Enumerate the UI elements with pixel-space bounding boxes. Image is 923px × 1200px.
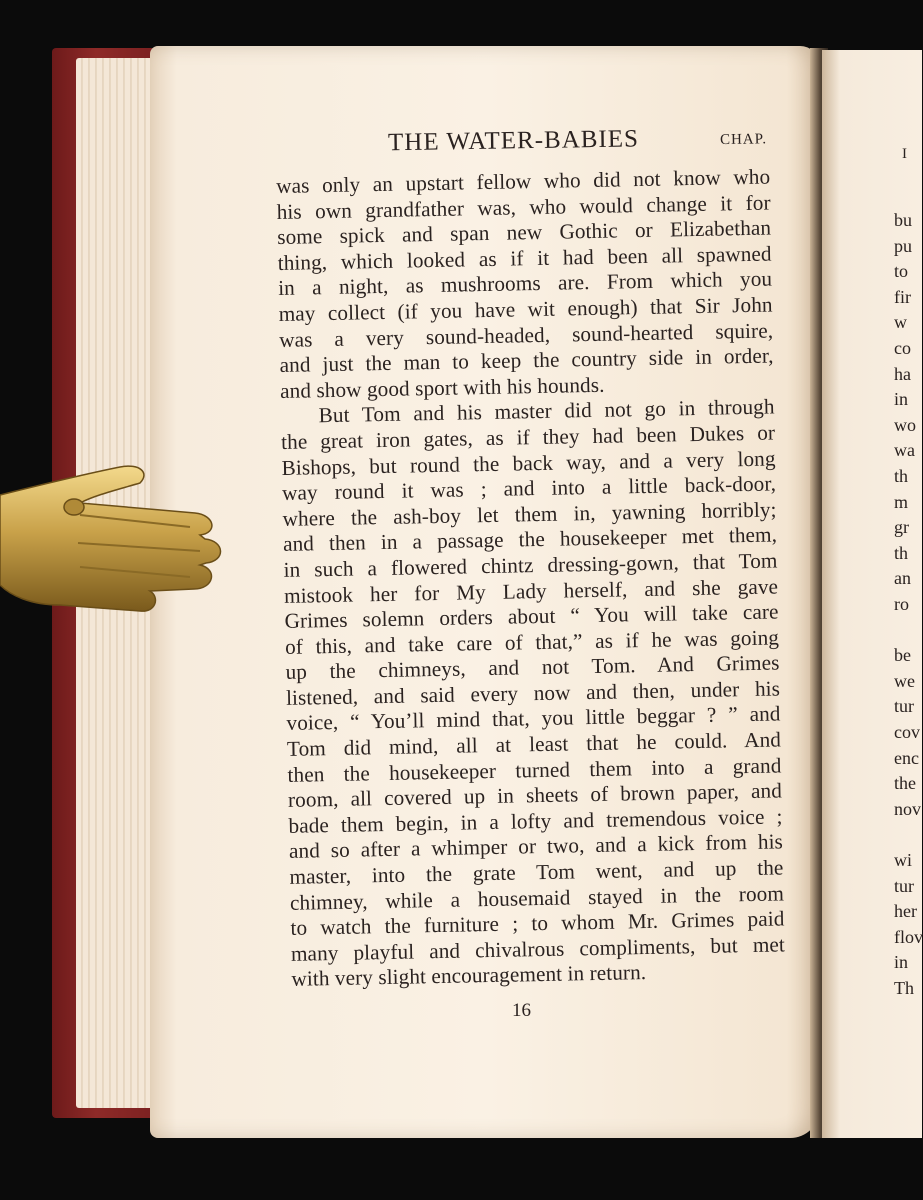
facing-text-fragment: flov [894,926,923,947]
chapter-label: CHAP. [719,131,768,149]
text-line: to watch the furniture ; to whom Mr. Grimes paid [290,906,785,941]
facing-text-fragment: to [894,261,909,282]
facing-text-fragment: her [894,901,917,922]
text-line: of this, and take care of that,” as if he was going [284,625,780,659]
text-line: Grimes solemn orders about “ You will take care [284,599,779,634]
text-line: in a night, as mushrooms are. From which you [277,266,773,301]
text-line: bade them begin, in a lofty and tremendous voice ; [288,804,783,838]
page-header [388,119,809,162]
facing-text-fragment: th [894,466,909,486]
facing-text-fragment: fir [894,286,911,307]
text-line: But Tom and his master did not go in through [318,394,775,428]
running-title: THE WATER-BABIES [387,125,640,157]
facing-text-fragment: pu [894,235,912,256]
facing-text-fragment: in [894,952,909,973]
brass-hand-page-holder-icon [0,455,240,630]
facing-text-fragment: th [894,542,909,563]
text-line: may collect (if you have wit enough) that Sir John [278,292,773,326]
facing-chapter-numeral: I [902,146,907,162]
body-text [276,165,786,993]
facing-text-fragment: tur [894,696,914,717]
text-line: in such a flowered chintz dressing-gown, that Tom [283,548,778,582]
facing-text-fragment: tur [894,875,914,896]
facing-text-fragment: ha [894,363,911,384]
facing-text-fragment: the [894,773,916,794]
facing-text-fragment: we [894,670,915,691]
text-line: mistook her for My Lady herself, and she gave [283,573,779,608]
text-line: was a very sound-headed, sound-hearted squire, [278,318,774,352]
text-line: some spick and span new Gothic or Elizabethan [276,215,772,250]
facing-text-fragment: cov [894,722,920,742]
text-line: thing, which looked as if it had been all spawned [277,241,772,275]
text-line: many playful and chivalrous compliments, but met [290,932,786,966]
text-line: up the chimneys, and not Tom. And Grimes [285,650,780,685]
text-line: voice, “ You’ll mind that, you little beggar ? ” and [286,701,781,736]
facing-text-fragment: w [894,312,907,333]
facing-text-fragment: Th [894,978,914,998]
page-number: 16 [512,1000,531,1021]
facing-text-fragment: in [894,389,909,410]
facing-text-fragment: ro [894,594,909,614]
facing-text-fragment: gr [894,517,909,538]
text-line: and then in a passage the housekeeper met them, [282,522,778,557]
facing-text-fragment: wi [894,850,912,870]
text-line: then the housekeeper turned them into a grand [287,753,782,787]
facing-text-fragment: co [894,338,911,358]
text-line: the great iron gates, as if they had been Dukes or [280,420,776,454]
text-line: Tom did mind, all at least that he could. And [286,727,782,761]
text-line: Bishops, but round the back way, and a very long [281,445,776,480]
text-line: where the ash-boy let them in, yawning horribly; [282,497,777,531]
text-line: listened, and said every now and then, under his [285,676,781,710]
facing-text-fragment: nov [894,798,921,819]
facing-text-fragment: m [894,491,909,512]
facing-text-fragment: wa [894,440,915,461]
text-line: and show good sport with his hounds. [279,372,605,403]
facing-text-fragment: wo [894,414,916,435]
facing-text-fragment: bu [894,210,912,230]
text-line: way round it was ; and into a little back-door, [281,471,777,506]
facing-text-fragment: an [894,568,911,589]
text-line: his own grandfather was, who would change it for [276,190,771,224]
text-line: was only an upstart fellow who did not know who [276,164,771,198]
text-line: room, all covered up in sheets of brown paper, and [287,778,783,813]
text-line: chimney, while a housemaid stayed in the room [289,881,785,915]
facing-text-fragment: be [894,645,911,666]
text-line: and so after a whimper or two, and a kick from his [288,829,784,864]
text-line: and just the man to keep the country side in order, [279,343,774,378]
text-line: master, into the grate Tom went, and up the [289,855,784,889]
text-line: with very slight encouragement in return. [291,960,647,992]
facing-text-fragment: enc [894,747,919,768]
right-page [822,50,922,1138]
